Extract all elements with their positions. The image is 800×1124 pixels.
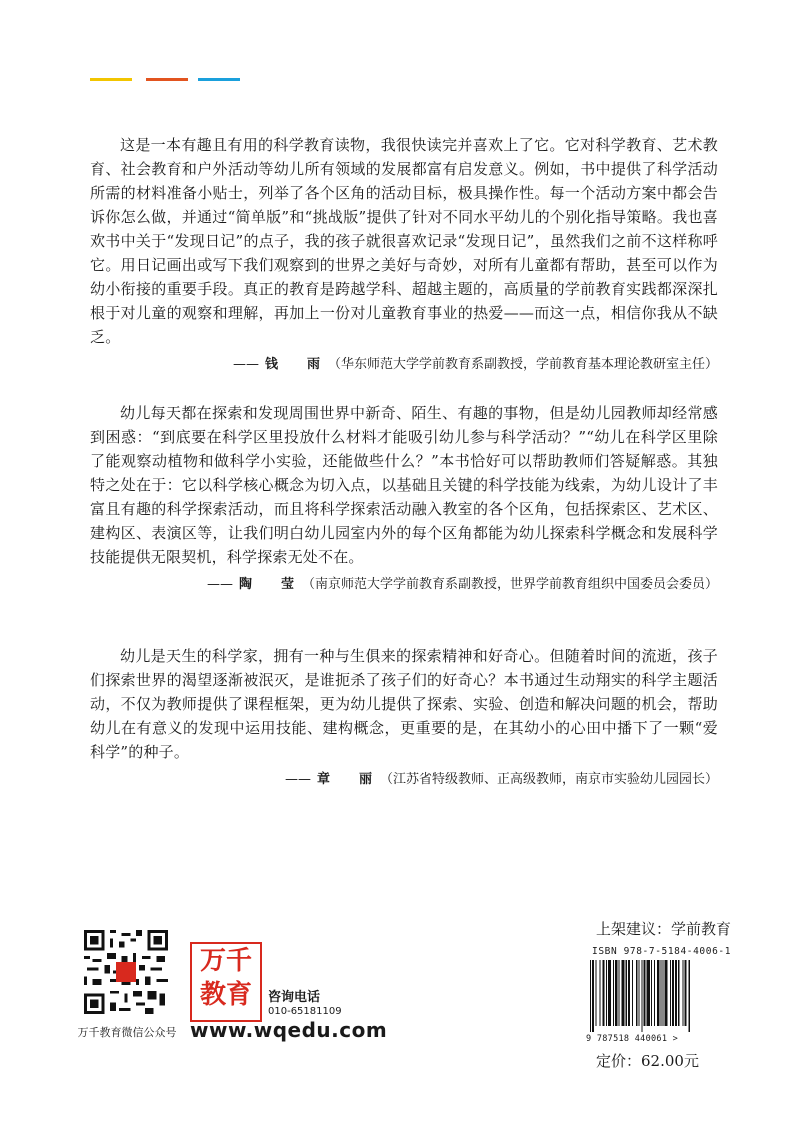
reviewer-title: （南京师范大学学前教育系副教授，世界学前教育组织中国委员会委员）	[301, 577, 718, 592]
signature-dash: ——	[206, 577, 233, 592]
hotline-number: 010-65181109	[268, 1006, 342, 1017]
price: 定价：62.00元	[596, 1052, 699, 1070]
accent-bar-blue	[198, 78, 240, 81]
signature-dash: ——	[232, 357, 259, 372]
review-signature	[90, 573, 718, 592]
reviewer-title: （华东师范大学学前教育系副教授，学前教育基本理论教研室主任）	[327, 357, 718, 372]
reviewer-name: 章 丽	[316, 772, 380, 787]
review-block	[90, 644, 718, 787]
barcode-icon	[590, 960, 726, 1032]
qr-code-icon	[84, 930, 168, 1014]
hotline-label: 咨询电话	[268, 990, 321, 1005]
isbn-text: ISBN 978-7-5184-4006-1	[592, 946, 732, 957]
barcode-number: 9 787518 440061 >	[586, 1034, 679, 1044]
logo-text-line1: 万千	[199, 946, 252, 976]
accent-bar-yellow	[90, 78, 132, 81]
review-block	[90, 401, 718, 592]
reviewer-name: 钱 雨	[264, 357, 328, 372]
reviewer-title: （江苏省特级教师、正高级教师，南京市实验幼儿园园长）	[379, 772, 718, 787]
review-paragraph: 幼儿是天生的科学家，拥有一种与生俱来的探索精神和好奇心。但随着时间的流逝，孩子们探索世界的渴望逐渐被泯灭，是谁扼杀了孩子们的好奇心？本书通过生动翔实的科学主题活动，不仅为教师提供了课程框架，更为幼儿提供了探索、实验、创造和解决问题的机会，帮助幼儿在有意义的发现中运用技能、建构概念，更重要的是，在其幼小的心田中播下了一颗“爱科学”的种子。	[90, 647, 718, 761]
signature-dash: ——	[284, 772, 311, 787]
reviewer-name: 陶 莹	[238, 577, 302, 592]
qr-caption: 万千教育微信公众号	[77, 1026, 177, 1039]
review-paragraph: 这是一本有趣且有用的科学教育读物，我很快读完并喜欢上了它。它对科学教育、艺术教育、社会教育和户外活动等幼儿所有领域的发展都富有启发意义。例如，书中提供了科学活动所需的材料准备小贴士，列举了各个区角的活动目标，极具操作性。每一个活动方案中都会告诉你怎么做，并通过“简单版”和“挑战版”提供了针对不同水平幼儿的个别化指导策略。我也喜欢书中关于“发现日记”的点子，我的孩子就很喜欢记录“发现日记”，虽然我们之前不这样称呼它。用日记画出或写下我们观察到的世界之美好与奇妙，对所有儿童都有帮助，甚至可以作为幼小衔接的重要手段。真正的教育是跨越学科、超越主题的，高质量的学前教育实践都深深扎根于对儿童的观察和理解，再加上一份对儿童教育事业的热爱——而这一点，相信你我从不缺乏。	[90, 136, 718, 346]
website-url: www.wqedu.com	[190, 1018, 388, 1042]
publisher-logo	[190, 942, 262, 1022]
review-signature	[90, 353, 718, 372]
logo-text-line2: 教育	[199, 980, 252, 1010]
shelf-suggestion: 上架建议：学前教育	[596, 920, 732, 938]
hotline	[268, 986, 342, 1017]
accent-bar-red	[146, 78, 188, 81]
review-block	[90, 133, 718, 372]
review-signature	[90, 768, 718, 787]
review-paragraph: 幼儿每天都在探索和发现周围世界中新奇、陌生、有趣的事物，但是幼儿园教师却经常感到困惑：“到底要在科学区里投放什么材料才能吸引幼儿参与科学活动？”“幼儿在科学区里除了能观察动植物和做科学小实验，还能做些什么？”本书恰好可以帮助教师们答疑解惑。其独特之处在于：它以科学核心概念为切入点，以基础且关键的科学技能为线索，为幼儿设计了丰富且有趣的科学探索活动，而且将科学探索活动融入教室的各个区角，包括探索区、艺术区、建构区、表演区等，让我们明白幼儿园室内外的每个区角都能为幼儿探索科学概念和发展科学技能提供无限契机，科学探索无处不在。	[90, 404, 718, 566]
